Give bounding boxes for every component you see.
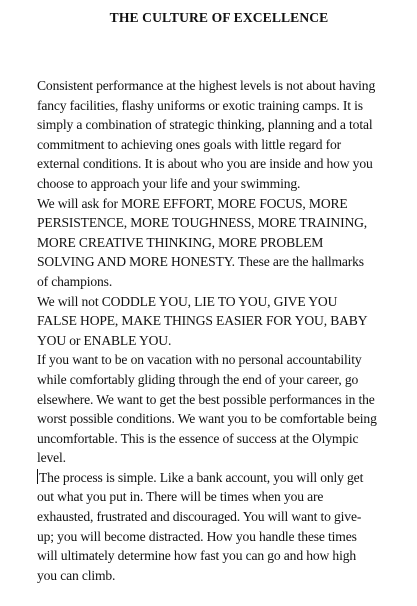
paragraph-vacation: If you want to be on vacation with no personal accountability while comfortably gliding through the end of your career, go elsewhere. We want to get the best possible performances in the worst possible conditions. We want you to be comfortable being uncomfortable. This is the essence of success at the Olympic level.	[37, 352, 377, 466]
document-body	[37, 76, 377, 585]
document-title: THE CULTURE OF EXCELLENCE	[109, 10, 329, 25]
text-cursor	[37, 469, 38, 484]
paragraph-culture-intro: Consistent performance at the highest levels is not about having fancy facilities, flashy uniforms or exotic training camps. It is simply a combination of strategic thinking, planning and a total commitment to achieving ones goals with little regard for external conditions. It is about who you are inside and how you choose to approach your life and your swimming.	[37, 78, 376, 191]
paragraph-we-will-ask: We will ask for MORE EFFORT, MORE FOCUS, MORE PERSISTENCE, MORE TOUGHNESS, MORE TRAINING, MORE CREATIVE THINKING, MORE PROBLEM SOLVING AND MORE HONESTY. These are the hallmarks of champions.	[37, 195, 368, 289]
paragraph-process-text: The process is simple. Like a bank account, you will only get out what you put in. There will be times when you are exhausted, frustrated and discouraged. You will want to give-up; you will become distracted. How you handle these times will ultimately determine how fast you can go and how high you can climb.	[37, 469, 364, 583]
paragraph-process[interactable]	[37, 468, 377, 586]
paragraph-we-will-not: We will not CODDLE YOU, LIE TO YOU, GIVE YOU FALSE HOPE, MAKE THINGS EASIER FOR YOU, BABY YOU or ENABLE YOU.	[37, 293, 367, 348]
